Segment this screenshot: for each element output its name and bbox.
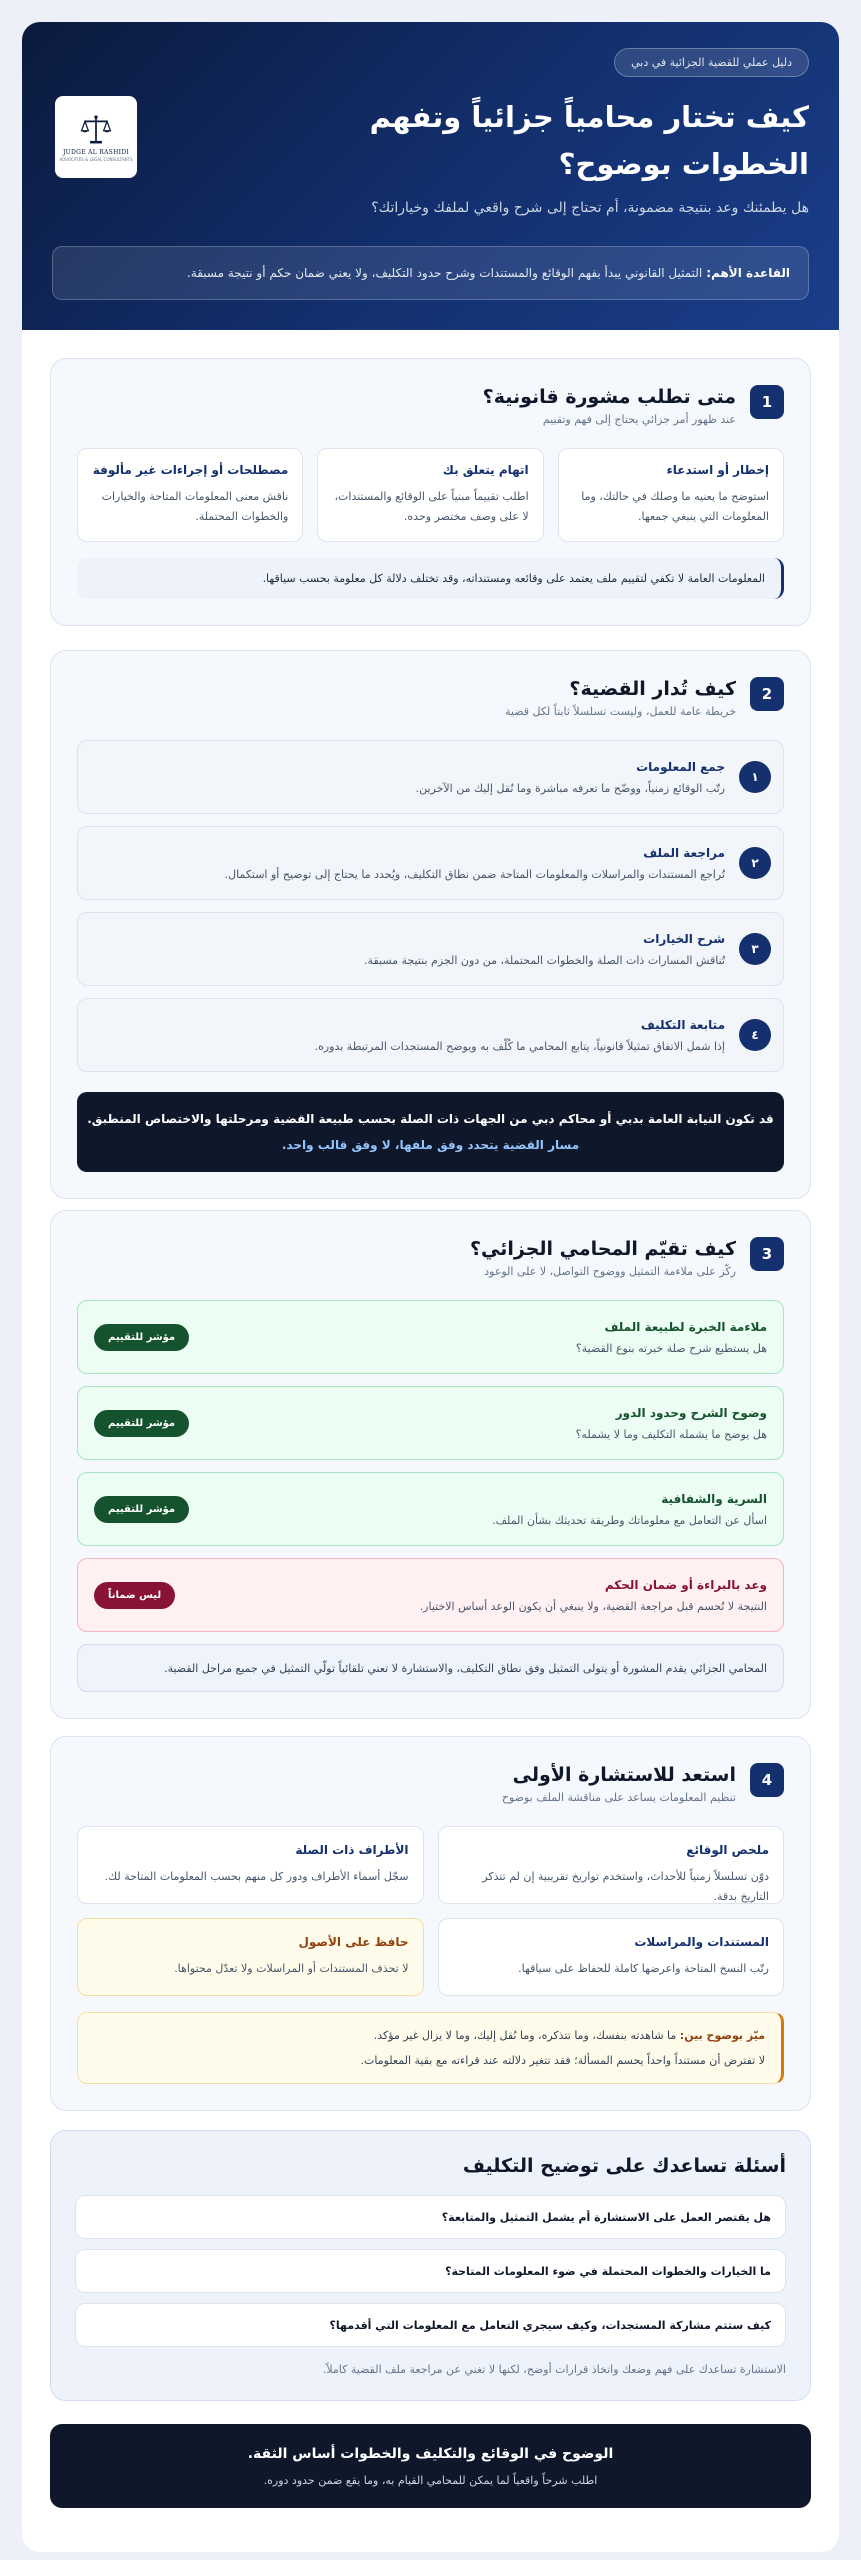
section-case-management <box>50 650 811 1199</box>
faq-title: أسئلة تساعدك على توضيح التكليف <box>462 2155 786 2177</box>
prep-card <box>438 1918 785 1996</box>
section-number: 3 <box>750 1237 784 1271</box>
banner-line-1: قد تكون النيابة العامة بدبي أو محاكم دبي من الجهات ذات الصلة بحسب طبيعة القضية ومرحلتها والاختصاص المنطبق. <box>87 1112 774 1126</box>
evaluation-warning-item <box>77 1558 784 1632</box>
info-note: المعلومات العامة لا تكفي لتقييم ملف يعتمد على وقائعه ومستنداته، وقد تختلف دلالة كل معلومة بحسب سياقها. <box>77 558 784 599</box>
hero-key-rule <box>52 246 809 300</box>
step-number: ٤ <box>739 1019 771 1051</box>
section-header <box>77 385 784 426</box>
section-header <box>77 677 784 718</box>
card-title: الأطراف ذات الصلة <box>295 1843 409 1857</box>
step-title: مراجعة الملف <box>643 845 725 860</box>
page-title: كيف تختار محامياً جزائياً وتفهم الخطوات بوضوح؟ <box>369 100 809 181</box>
card-title: ملخص الوقائع <box>686 1843 769 1857</box>
eval-text: النتيجة لا تُحسم قبل مراجعة القضية، ولا ينبغي أن يكون الوعد أساس الاختيار. <box>419 1599 767 1613</box>
eval-title: وضوح الشرح وحدود الدور <box>615 1405 767 1420</box>
step-number: ٣ <box>739 933 771 965</box>
hero-badge: دليل عملي للقضية الجزائية في دبي <box>614 48 809 77</box>
step-title: جمع المعلومات <box>636 759 725 774</box>
warning-badge: ليس ضماناً <box>94 1582 175 1609</box>
eval-text: هل يستطيع شرح صلة خبرته بنوع القضية؟ <box>575 1341 767 1355</box>
step-number: ٢ <box>739 847 771 879</box>
section-title: متى تطلب مشورة قانونية؟ <box>482 386 736 408</box>
card-text: ناقش معنى المعلومات المتاحة والخيارات والخطوات المحتملة. <box>101 490 289 523</box>
indicator-badge: مؤشر للتقييم <box>94 1496 189 1523</box>
card-text: استوضح ما يعنيه ما وصلك في حالتك، وما المعلومات التي ينبغي جمعها. <box>581 490 769 523</box>
situation-card <box>558 448 784 542</box>
indicator-badge: مؤشر للتقييم <box>94 1410 189 1437</box>
evaluation-item <box>77 1300 784 1374</box>
section-subtitle: عند ظهور أمر جزائي يحتاج إلى فهم وتقييم <box>542 413 736 426</box>
situation-card <box>77 448 303 542</box>
banner-line-2: مسار القضية يتحدد وفق ملفها، لا وفق قالب واحد. <box>281 1138 580 1152</box>
hero-banner <box>22 22 839 330</box>
eval-text: اسأل عن التعامل مع معلوماتك وطريقة تحديثك بشأن الملف. <box>492 1513 767 1527</box>
prep-card-warning <box>77 1918 424 1996</box>
scope-note: المحامي الجزائي يقدم المشورة أو يتولى التمثيل وفق نطاق التكليف، والاستشارة لا تعني تلقائياً تولّي التمثيل في جميع مراحل القضية. <box>77 1644 784 1692</box>
logo-subtitle: ADVOCATES & LEGAL CONSULTANTS <box>59 157 133 162</box>
hero-subtitle: هل يطمئنك وعد بنتيجة مضمونة، أم تحتاج إلى شرح واقعي لملفك وخياراتك؟ <box>371 200 809 216</box>
distinguish-line-2: لا تفترض أن مستنداً واحداً يحسم المسألة؛ فقد تتغير دلالته عند قراءته مع بقية المعلومات. <box>360 2054 765 2067</box>
key-rule-text: التمثيل القانوني يبدأ بفهم الوقائع والمستندات وشرح حدود التكليف، ولا يعني ضمان حكم أو نتيجة مسبقة. <box>186 266 703 280</box>
closing-title: الوضوح في الوقائع والتكليف والخطوات أساس الثقة. <box>247 2445 614 2462</box>
process-step <box>77 826 784 900</box>
section-title: كيف تقيّم المحامي الجزائي؟ <box>470 1238 736 1260</box>
closing-text: اطلب شرحاً واقعياً لما يمكن للمحامي القيام به، وما يقع ضمن حدود دوره. <box>263 2473 598 2487</box>
faq-item: ما الخيارات والخطوات المحتملة في ضوء المعلومات المتاحة؟ <box>75 2249 786 2293</box>
card-text: لا تحذف المستندات أو المراسلات ولا تعدّل محتواها. <box>174 1962 409 1975</box>
firm-logo <box>55 96 137 178</box>
step-text: رتّب الوقائع زمنياً، ووضّح ما تعرفه مباشرة وما نُقل إليك من الآخرين. <box>415 781 725 795</box>
faq-section <box>50 2130 811 2401</box>
section-number: 4 <box>750 1763 784 1797</box>
section-header <box>77 1763 784 1804</box>
prep-card <box>77 1826 424 1904</box>
process-step <box>77 740 784 814</box>
eval-text: هل يوضح ما يشمله التكليف وما لا يشمله؟ <box>575 1427 767 1441</box>
evaluation-item <box>77 1472 784 1546</box>
card-title: إخطار أو استدعاء <box>666 463 769 477</box>
eval-title: وعد بالبراءة أو ضمان الحكم <box>604 1577 767 1592</box>
step-title: متابعة التكليف <box>640 1017 725 1032</box>
step-number: ١ <box>739 761 771 793</box>
card-title: حافظ على الأصول <box>298 1935 409 1949</box>
section-evaluate-lawyer <box>50 1210 811 1719</box>
faq-item: هل يقتصر العمل على الاستشارة أم يشمل التمثيل والمتابعة؟ <box>75 2195 786 2239</box>
section-header <box>77 1237 784 1278</box>
card-title: المستندات والمراسلات <box>634 1935 769 1949</box>
section-subtitle: ركّز على ملاءمة التمثيل ووضوح التواصل، لا على الوعود <box>484 1265 736 1278</box>
section-subtitle: خريطة عامة للعمل، وليست تسلسلاً ثابتاً لكل قضية <box>505 705 736 718</box>
closing-banner <box>50 2424 811 2508</box>
jurisdiction-banner <box>77 1092 784 1172</box>
eval-title: السرية والشفافية <box>661 1491 767 1506</box>
section-subtitle: تنظيم المعلومات يساعد على مناقشة الملف بوضوح <box>501 1791 736 1804</box>
logo-name: JUDGE AL RASHIDI <box>62 149 130 156</box>
faq-item: كيف ستتم مشاركة المستجدات، وكيف سيجري التعامل مع المعلومات التي أقدمها؟ <box>75 2303 786 2347</box>
process-step <box>77 998 784 1072</box>
section-when-to-seek-advice <box>50 358 811 626</box>
preparation-grid <box>77 1826 784 1996</box>
section-number: 2 <box>750 677 784 711</box>
distinguish-text: ما شاهدته بنفسك، وما تتذكره، وما نُقل إليك، وما لا يزال غير مؤكد. <box>373 2029 677 2042</box>
distinguish-note <box>77 2012 784 2084</box>
card-text: اطلب تقييماً مبنياً على الوقائع والمستندات، لا على وصف مختصر وحده. <box>334 490 529 523</box>
distinguish-line-1 <box>94 2029 765 2042</box>
step-text: تُراجع المستندات والمراسلات والمعلومات المتاحة ضمن نطاق التكليف، ويُحدد ما يحتاج إلى توضيح أو استكمال. <box>224 867 725 881</box>
guide-sheet <box>22 22 839 2552</box>
step-title: شرح الخيارات <box>643 931 725 946</box>
indicator-badge: مؤشر للتقييم <box>94 1324 189 1351</box>
card-title: مصطلحات أو إجراءات غير مألوفة <box>92 463 289 477</box>
evaluation-item <box>77 1386 784 1460</box>
situation-cards <box>77 448 784 542</box>
step-text: تُناقش المسارات ذات الصلة والخطوات المحتملة، من دون الجزم بنتيجة مسبقة. <box>364 953 725 967</box>
card-text: سجّل أسماء الأطراف ودور كل منهم بحسب المعلومات المتاحة لك. <box>104 1870 409 1883</box>
section-number: 1 <box>750 385 784 419</box>
card-title: اتهام يتعلق بك <box>442 463 529 477</box>
situation-card <box>317 448 543 542</box>
eval-title: ملاءمة الخبرة لطبيعة الملف <box>604 1319 767 1334</box>
key-rule-label: القاعدة الأهم: <box>706 266 790 280</box>
faq-footnote: الاستشارة تساعدك على فهم وضعك واتخاذ قرارات أوضح، لكنها لا تغني عن مراجعة ملف القضية كاملاً. <box>322 2363 786 2376</box>
scales-icon <box>79 112 113 146</box>
card-text: دوّن تسلسلاً زمنياً للأحداث، واستخدم تواريخ تقريبية إن لم تتذكر التاريخ بدقة. <box>482 1870 769 1903</box>
section-title: استعد للاستشارة الأولى <box>512 1764 736 1786</box>
section-title: كيف تُدار القضية؟ <box>569 678 736 700</box>
prep-card <box>438 1826 785 1904</box>
section-prepare-consultation <box>50 1736 811 2111</box>
card-text: رتّب النسخ المتاحة واعرضها كاملة للحفاظ على سياقها. <box>518 1962 769 1975</box>
step-text: إذا شمل الاتفاق تمثيلاً قانونياً، يتابع المحامي ما كُلّف به ويوضح المستجدات المرتبطة بدوره. <box>314 1039 725 1053</box>
distinguish-label: ميّز بوضوح بين: <box>679 2029 765 2042</box>
process-step <box>77 912 784 986</box>
